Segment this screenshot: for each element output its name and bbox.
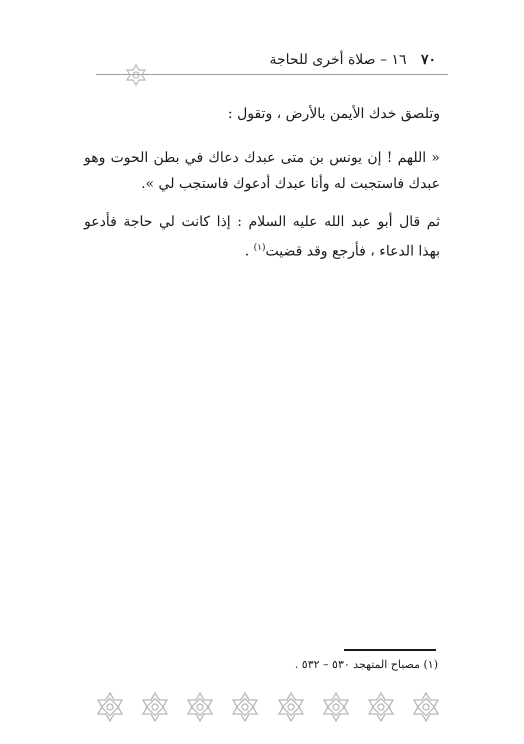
star-ornament-icon: [139, 691, 171, 723]
star-ornament-icon: [124, 64, 148, 86]
header-rule: [96, 74, 448, 75]
footnote-rule: [344, 649, 436, 651]
paragraph-2-prayer: « اللهم ! إن يونس بن متى عبدك دعاك في بطن الحوت وهو عبدك فاستجبت له وأنا عبدك أدعوك فاستجب لي ».: [84, 150, 440, 192]
footnote-reference: (١): [253, 243, 266, 253]
footnote: (١) مصباح المتهجد ٥٣٠ – ٥٣٢ .: [294, 658, 438, 671]
star-ornament-icon: [229, 691, 261, 723]
paragraph-3-text: ثم قال أبو عبد الله عليه السلام : إذا كانت لي حاجة فأدعو بهذا الدعاء ، فأرجع وقد قضيت: [84, 214, 440, 260]
paragraph-1: وتلصق خدك الأيمن بالأرض ، وتقول :: [227, 106, 440, 122]
star-ornament-icon: [410, 691, 442, 723]
footer-ornament-strip: [94, 690, 442, 724]
page-number: ٧٠: [420, 52, 436, 68]
star-ornament-icon: [184, 691, 216, 723]
star-ornament-icon: [275, 691, 307, 723]
star-ornament-icon: [94, 691, 126, 723]
star-ornament-icon: [320, 691, 352, 723]
chapter-title: ١٦ – صلاة أخرى للحاجة: [269, 52, 407, 68]
paragraph-3-end: .: [244, 243, 254, 260]
star-ornament-icon: [365, 691, 397, 723]
paragraph-3: [84, 209, 440, 265]
